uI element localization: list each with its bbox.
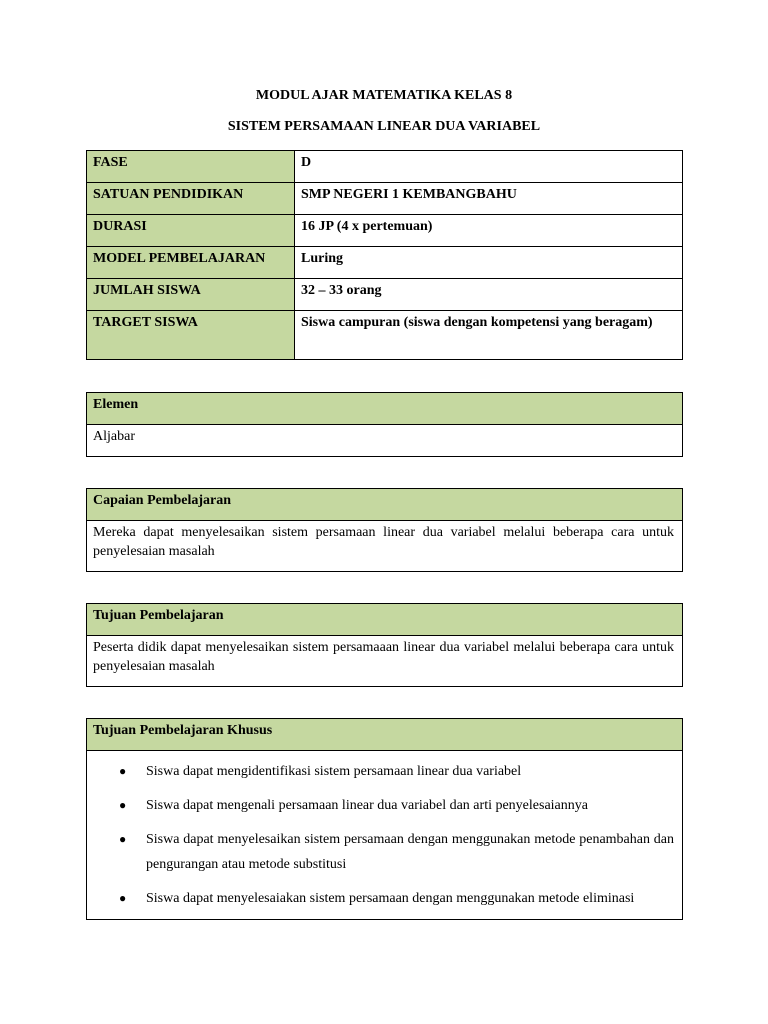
bullet-icon: ● — [119, 764, 127, 778]
info-row-fase — [87, 151, 683, 183]
section-body: Peserta didik dapat menyelesaikan sistem persamaaan linear dua variabel melalui beberapa cara untuk penyelesaian masalah — [87, 636, 683, 687]
info-value: Luring — [295, 247, 683, 279]
bullet-icon: ● — [119, 798, 127, 812]
info-row-target-siswa — [87, 311, 683, 360]
info-value: D — [295, 151, 683, 183]
document-subtitle: SISTEM PERSAMAAN LINEAR DUA VARIABEL — [227, 119, 541, 134]
section-body — [87, 751, 683, 920]
section-heading: Tujuan Pembelajaran Khusus — [87, 719, 683, 751]
info-row-model-pembelajaran — [87, 247, 683, 279]
info-value: 32 – 33 orang — [295, 279, 683, 311]
section-body: Mereka dapat menyelesaikan sistem persamaan linear dua variabel melalui beberapa cara untuk penyelesaian masalah — [87, 521, 683, 572]
info-label: DURASI — [87, 215, 295, 247]
info-label: TARGET SISWA — [87, 311, 295, 360]
info-label: SATUAN PENDIDIKAN — [87, 183, 295, 215]
elemen-section — [86, 392, 683, 457]
section-heading: Capaian Pembelajaran — [87, 489, 683, 521]
list-item — [119, 759, 674, 784]
info-row-jumlah-siswa — [87, 279, 683, 311]
section-body: Aljabar — [87, 425, 683, 457]
list-item — [119, 827, 674, 877]
info-label: JUMLAH SISWA — [87, 279, 295, 311]
info-value: SMP NEGERI 1 KEMBANGBAHU — [295, 183, 683, 215]
bullet-icon: ● — [119, 891, 127, 905]
info-label: FASE — [87, 151, 295, 183]
objectives-list — [93, 753, 674, 915]
info-value: Siswa campuran (siswa dengan kompetensi yang beragam) — [295, 311, 683, 360]
info-value: 16 JP (4 x pertemuan) — [295, 215, 683, 247]
list-item — [119, 886, 674, 911]
info-label: MODEL PEMBELAJARAN — [87, 247, 295, 279]
section-heading: Elemen — [87, 393, 683, 425]
capaian-pembelajaran-section — [86, 488, 683, 572]
list-item — [119, 793, 674, 818]
document-title: MODUL AJAR MATEMATIKA KELAS 8 — [255, 88, 513, 103]
list-item-text: Siswa dapat menyelesaiakan sistem persamaan dengan menggunakan metode eliminasi — [146, 891, 635, 906]
info-row-durasi — [87, 215, 683, 247]
list-item-text: Siswa dapat mengidentifikasi sistem persamaan linear dua variabel — [146, 764, 522, 779]
info-row-satuan-pendidikan — [87, 183, 683, 215]
info-table — [86, 150, 683, 360]
bullet-icon: ● — [119, 832, 127, 846]
tujuan-pembelajaran-khusus-section — [86, 718, 683, 920]
section-heading: Tujuan Pembelajaran — [87, 604, 683, 636]
tujuan-pembelajaran-section — [86, 603, 683, 687]
list-item-text: Siswa dapat mengenali persamaan linear dua variabel dan arti penyelesaiannya — [146, 798, 588, 813]
list-item-text: Siswa dapat menyelesaikan sistem persamaan dengan menggunakan metode penambahan dan pengurangan atau metode substitusi — [146, 832, 674, 872]
